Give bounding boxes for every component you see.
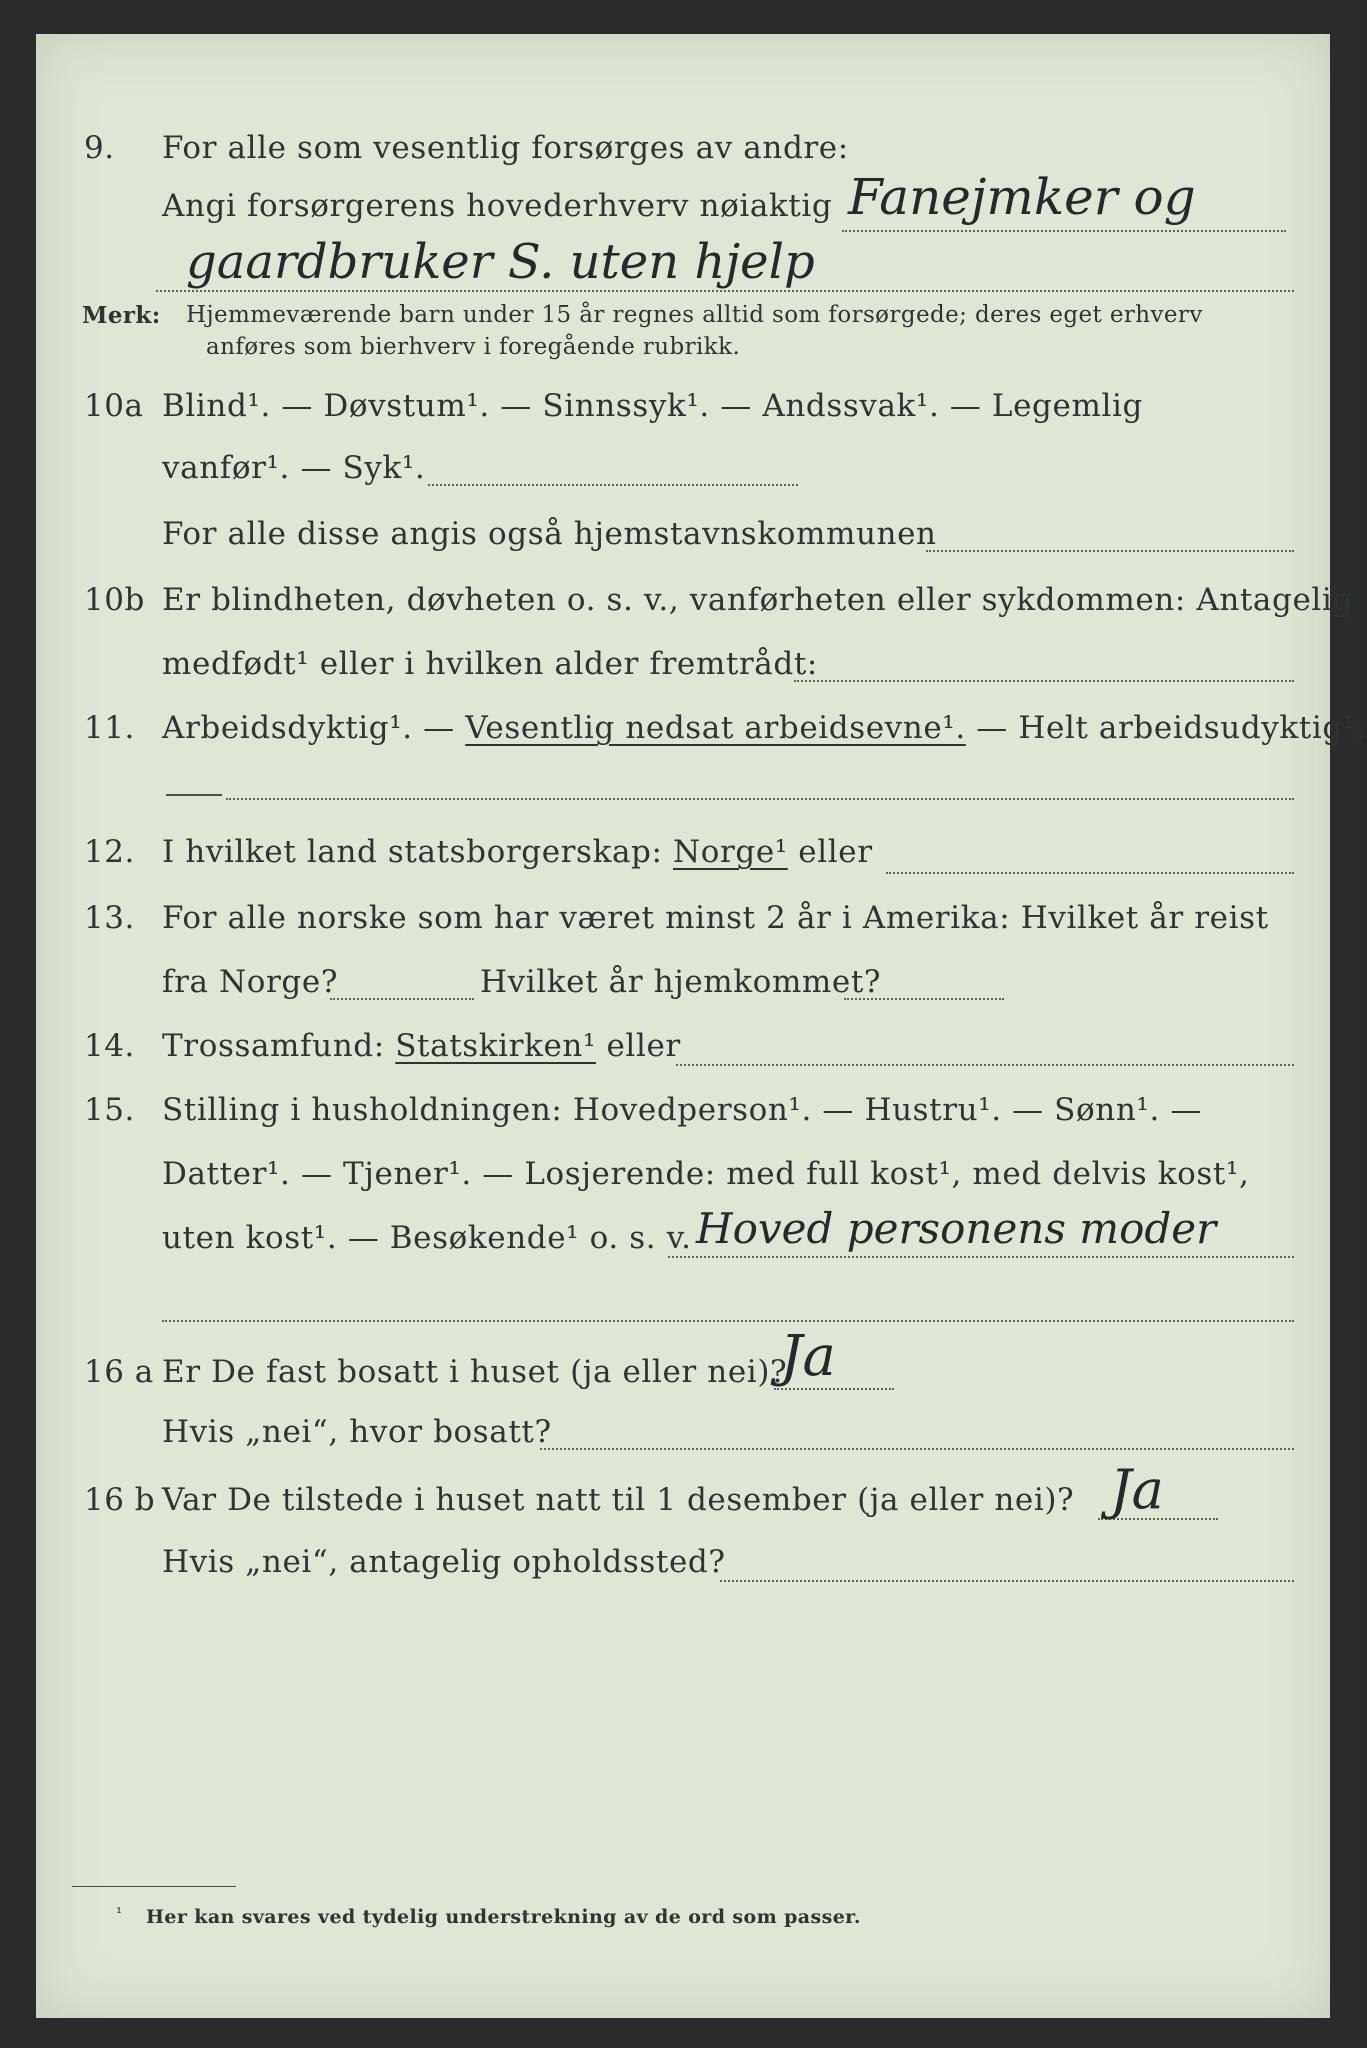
q16a-handwritten-answer: Ja <box>780 1324 836 1389</box>
q16a-line2-dots <box>540 1448 1294 1450</box>
q10a-line2: vanfør¹. — Syk¹. <box>162 450 426 486</box>
footnote-rule <box>72 1886 236 1887</box>
q15-handwritten-answer: Hoved personens moder <box>696 1204 1217 1253</box>
q16b-line2-dots <box>720 1580 1294 1582</box>
q16b-line2: Hvis „nei“, antagelig opholdssted? <box>162 1544 726 1580</box>
q10b-number: 10b <box>84 582 145 618</box>
q12-dots <box>886 872 1294 874</box>
q15-line2: Datter¹. — Tjener¹. — Losjerende: med full kost¹, med delvis kost¹, <box>162 1156 1250 1192</box>
q11-post: — Helt arbeidsudyktig¹. <box>976 710 1367 746</box>
q9-handwritten-answer-line1: Fanejmker og <box>848 168 1196 226</box>
q11-line <box>162 710 1366 746</box>
q11-dots <box>226 798 1294 800</box>
q14-number: 14. <box>84 1028 135 1064</box>
q14-pre: Trossamfund: <box>162 1028 385 1064</box>
q16b-number: 16 b <box>84 1482 156 1518</box>
q16a-line2: Hvis „nei“, hvor bosatt? <box>162 1414 552 1450</box>
q9-line2-label: Angi forsørgerens hovederhverv nøiaktig <box>162 188 833 224</box>
merk-line1: Hjemmeværende barn under 15 år regnes alltid som forsørgede; deres eget erhverv <box>186 302 1203 328</box>
q11-underlined-answer: Vesentlig nedsat arbeidsevne¹. <box>465 710 966 746</box>
merk-label: Merk: <box>82 302 161 329</box>
q13-line2a: fra Norge? <box>162 964 339 1000</box>
q12-underlined-answer: Norge¹ <box>673 834 788 870</box>
q13-dots-b <box>844 998 1004 1000</box>
q16a-number: 16 a <box>84 1354 154 1390</box>
q9-number: 9. <box>84 130 115 166</box>
q16a-line1: Er De fast bosatt i huset (ja eller nei)? <box>162 1354 788 1390</box>
q15-number: 15. <box>84 1092 135 1128</box>
q13-dots-a <box>330 998 474 1000</box>
q10a-line1: Blind¹. — Døvstum¹. — Sinnssyk¹. — Andssvak¹. — Legemlig <box>162 388 1143 424</box>
merk-line2: anføres som bierhverv i foregående rubrikk. <box>206 334 741 360</box>
q9-answer-line1-dots <box>842 230 1286 232</box>
q13-line2b: Hvilket år hjemkommet? <box>480 964 882 1000</box>
q9-line1: For alle som vesentlig forsørges av andre: <box>162 130 849 166</box>
footnote-text: Her kan svares ved tydelig understrekning av de ord som passer. <box>146 1906 861 1928</box>
q14-line <box>162 1028 681 1064</box>
q10a-line3-dots <box>926 550 1294 552</box>
q12-line <box>162 834 873 870</box>
q11-stroke <box>166 794 222 796</box>
q10a-line3: For alle disse angis også hjemstavnskommunen <box>162 516 937 552</box>
q14-underlined-answer: Statskirken¹ <box>395 1028 597 1064</box>
q10b-line2-dots <box>794 680 1294 682</box>
q9-answer-line2-dots <box>156 290 1294 292</box>
q13-number: 13. <box>84 900 135 936</box>
q16b-line1: Var De tilstede i huset natt til 1 desember (ja eller nei)? <box>162 1482 1075 1518</box>
q12-pre: I hvilket land statsborgerskap: <box>162 834 663 870</box>
q15-line3: uten kost¹. — Besøkende¹ o. s. v. <box>162 1220 692 1256</box>
q15-line1: Stilling i husholdningen: Hovedperson¹. — Hustru¹. — Sønn¹. — <box>162 1092 1202 1128</box>
q13-line1: For alle norske som har været minst 2 år i Amerika: Hvilket år reist <box>162 900 1269 936</box>
census-form-page <box>36 34 1367 2018</box>
q10a-line2-dots <box>428 484 798 486</box>
q15-extra-dots <box>162 1320 1294 1322</box>
q16b-handwritten-answer: Ja <box>1110 1458 1164 1521</box>
q11-number: 11. <box>84 710 135 746</box>
q11-pre: Arbeidsdyktig¹. — <box>162 710 455 746</box>
q9-handwritten-answer-line2: gaardbruker S. uten hjelp <box>186 234 815 290</box>
q10b-line1: Er blindheten, døvheten o. s. v., vanførheten eller sykdommen: Antagelig <box>162 582 1353 618</box>
q12-number: 12. <box>84 834 135 870</box>
q14-post: eller <box>606 1028 681 1064</box>
q15-answer-dots <box>668 1256 1294 1258</box>
footnote-mark: ¹ <box>116 1904 123 1922</box>
q14-dots <box>676 1064 1294 1066</box>
q10b-line2: medfødt¹ eller i hvilken alder fremtrådt: <box>162 646 818 682</box>
q10a-number: 10a <box>84 388 144 424</box>
q12-post: eller <box>798 834 873 870</box>
